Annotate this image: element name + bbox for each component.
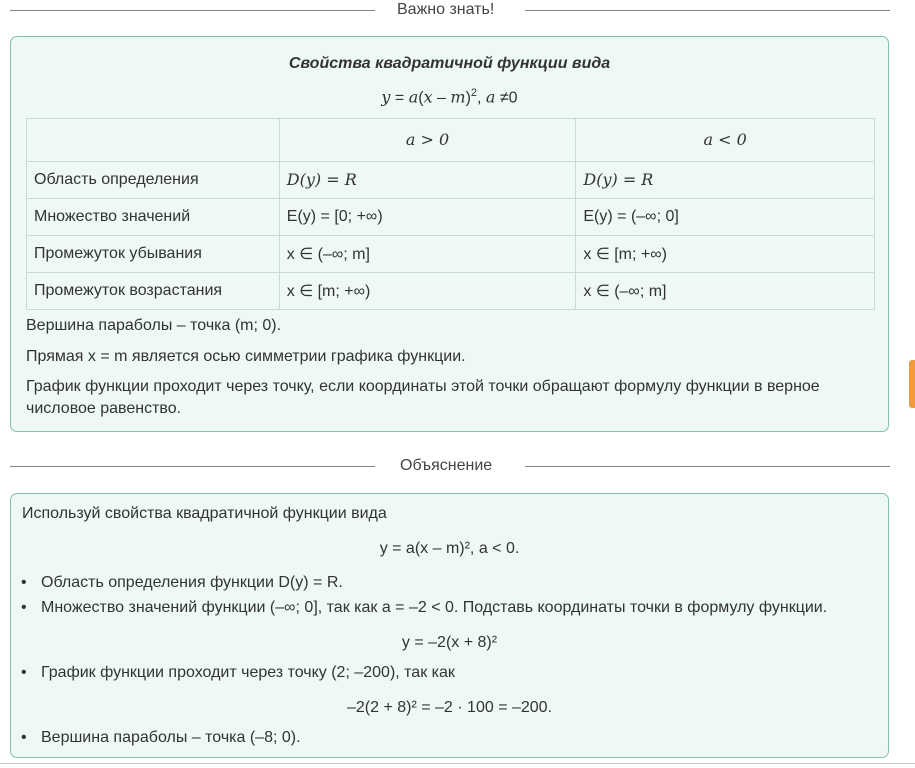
properties-card: [10, 36, 889, 432]
list-item: • Множество значений функции (–∞; 0], так как a = –2 < 0. Подставь координаты точки в формулу функции.: [21, 599, 828, 616]
row-label: Промежуток возрастания: [27, 273, 280, 310]
point-text-line2: числовое равенство.: [26, 400, 182, 417]
cell-pos: x ∈ (–∞; m]: [279, 236, 576, 273]
side-tab-handle[interactable]: [909, 360, 915, 408]
list-item: • Область определения функции D(y) = R.: [21, 574, 343, 591]
explanation-intro: Используй свойства квадратичной функции вида: [22, 505, 387, 522]
explanation-formula: y = a(x – m)², a < 0.: [379, 540, 520, 557]
table-header-row: [27, 119, 875, 162]
section-separator-important: [10, 0, 890, 20]
point-text-line1: График функции проходит через точку, если координаты этой точки обращают формулу функции в верное: [26, 378, 820, 395]
table-row: [27, 162, 875, 199]
section-label-important: Важно знать!: [397, 1, 495, 18]
section-separator-explanation: [10, 456, 890, 476]
row-label: Промежуток убывания: [27, 236, 280, 273]
symmetry-text: Прямая x = m является осью симметрии графика функции.: [26, 348, 466, 365]
table-row: [27, 199, 875, 236]
explanation-formula-2: y = –2(x + 8)²: [401, 634, 498, 651]
cell-neg: E(y) = (–∞; 0]: [576, 199, 875, 236]
bottom-divider: [0, 763, 915, 764]
list-item: • Вершина параболы – точка (–8; 0).: [21, 729, 301, 746]
cell-pos: D(y) = R: [279, 162, 576, 199]
explanation-card: [10, 493, 889, 758]
cell-neg: x ∈ [m; +∞): [576, 236, 875, 273]
cell-pos: x ∈ [m; +∞): [279, 273, 576, 310]
cell-neg: D(y) = R: [576, 162, 875, 199]
table-header-neg: a < 0: [576, 119, 875, 162]
row-label: Область определения: [27, 162, 280, 199]
explanation-calc: –2(2 + 8)² = –2 · 100 = –200.: [346, 699, 553, 716]
table-row: [27, 236, 875, 273]
properties-formula: y = a(x – m)$^2$, a ≠0: [381, 87, 518, 107]
table-row: [27, 273, 875, 310]
cell-pos: E(y) = [0; +∞): [279, 199, 576, 236]
properties-title: Свойства квадратичной функции вида: [288, 55, 611, 72]
properties-table: [26, 118, 875, 310]
table-header-pos: a > 0: [279, 119, 576, 162]
table-header-empty: [27, 119, 280, 162]
cell-neg: x ∈ (–∞; m]: [576, 273, 875, 310]
section-label-explanation: Объяснение: [400, 457, 493, 474]
list-item: • График функции проходит через точку (2; –200), так как: [21, 664, 455, 681]
vertex-text: Вершина параболы – точка (m; 0).: [26, 317, 282, 334]
row-label: Множество значений: [27, 199, 280, 236]
